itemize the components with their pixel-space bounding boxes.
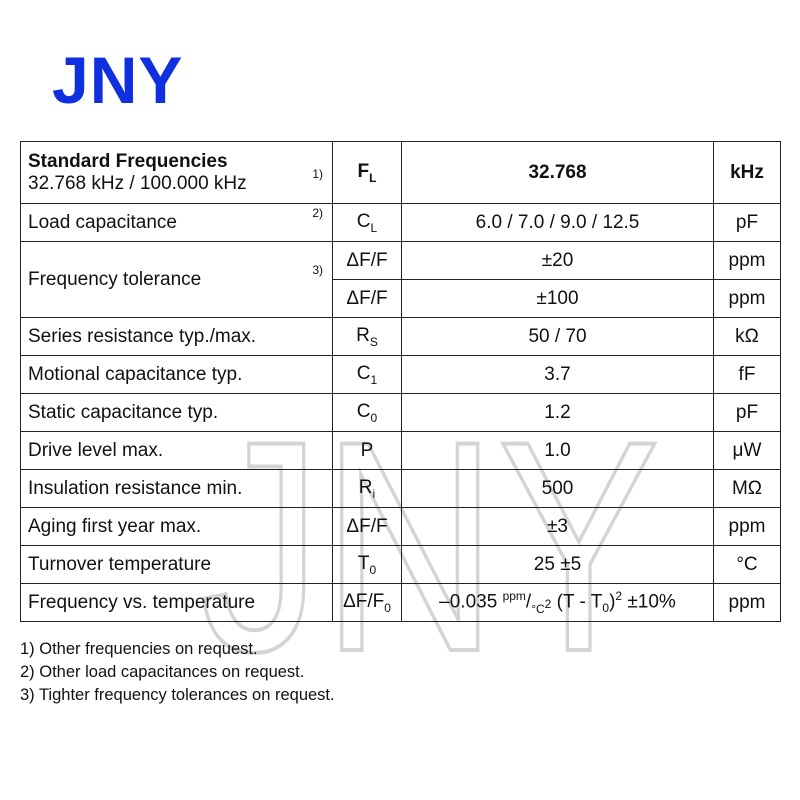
symbol-sub: L <box>369 170 377 185</box>
slash-text: / <box>525 591 532 613</box>
param-cell: Series resistance typ./max. <box>21 318 333 356</box>
value-cell: ±20 <box>402 242 714 280</box>
symbol-sub: 0 <box>370 410 378 425</box>
table-row <box>21 584 781 622</box>
param-cell <box>21 242 333 318</box>
param-cell: Turnover temperature <box>21 546 333 584</box>
unit-cell: μW <box>714 432 781 470</box>
symbol-sub: 0 <box>384 600 391 615</box>
unit-cell: kHz <box>714 142 781 204</box>
unit-cell: pF <box>714 394 781 432</box>
unit-cell: ppm <box>714 508 781 546</box>
param-cell: Insulation resistance min. <box>21 470 333 508</box>
param-text: Frequency tolerance <box>28 268 202 290</box>
degc-text: °C <box>531 601 545 616</box>
symbol-cell <box>333 470 402 508</box>
param-cell <box>21 142 333 204</box>
unit-cell: fF <box>714 356 781 394</box>
footnote-1: 1) Other frequencies on request. <box>20 640 258 658</box>
symbol-cell <box>333 204 402 242</box>
jny-logo: JNY <box>52 43 184 117</box>
unit-cell: ppm <box>714 280 781 318</box>
table-row <box>21 394 781 432</box>
value-cell: 1.2 <box>402 394 714 432</box>
symbol-cell: ΔF/F <box>333 280 402 318</box>
symbol-cell <box>333 546 402 584</box>
ppm-sup: ppm <box>502 589 526 604</box>
watermark-text: JNY <box>200 420 660 680</box>
footnote-2: 2) Other load capacitances on request. <box>20 663 305 681</box>
degc-sub <box>531 596 552 616</box>
symbol-text: R <box>358 476 373 498</box>
value-cell: 6.0 / 7.0 / 9.0 / 12.5 <box>402 204 714 242</box>
value-cell: 500 <box>402 470 714 508</box>
table-row <box>21 508 781 546</box>
close-paren: ) <box>609 591 616 613</box>
symbol-text: ΔF/F <box>343 590 385 612</box>
value-cell: ±100 <box>402 280 714 318</box>
specification-table <box>20 141 781 622</box>
table-header-row <box>21 142 781 204</box>
note-marker: 1) <box>312 166 323 181</box>
value-cell: 25 ±5 <box>402 546 714 584</box>
expr-text: (T - T <box>551 591 603 613</box>
symbol-sub: L <box>370 220 378 235</box>
symbol-sub: 0 <box>369 562 377 577</box>
symbol-text: F <box>357 160 370 182</box>
table-row <box>21 432 781 470</box>
square-sup: 2 <box>615 589 623 604</box>
footnotes <box>20 638 335 707</box>
table-row <box>21 546 781 584</box>
header-title: Standard Frequencies <box>28 150 228 172</box>
symbol-cell <box>333 318 402 356</box>
symbol-cell: ΔF/F <box>333 508 402 546</box>
unit-cell: MΩ <box>714 470 781 508</box>
table-row <box>21 470 781 508</box>
symbol-cell <box>333 142 402 204</box>
value-cell: 1.0 <box>402 432 714 470</box>
value-cell: 32.768 <box>402 142 714 204</box>
symbol-cell <box>333 394 402 432</box>
unit-cell: ppm <box>714 584 781 622</box>
unit-cell: ppm <box>714 242 781 280</box>
note-marker: 2) <box>312 205 323 220</box>
param-cell: Frequency vs. temperature <box>21 584 333 622</box>
header-subtitle: 32.768 kHz / 100.000 kHz <box>28 172 247 194</box>
value-cell: 50 / 70 <box>402 318 714 356</box>
symbol-cell: ΔF/F <box>333 242 402 280</box>
param-cell: Motional capacitance typ. <box>21 356 333 394</box>
table-row <box>21 204 781 242</box>
param-cell: Static capacitance typ. <box>21 394 333 432</box>
symbol-text: C <box>356 362 371 384</box>
symbol-text: C <box>356 210 371 232</box>
note-marker: 3) <box>312 262 323 277</box>
symbol-cell <box>333 356 402 394</box>
footnote-3: 3) Tighter frequency tolerances on request. <box>20 686 335 704</box>
param-cell: Drive level max. <box>21 432 333 470</box>
unit-cell: °C <box>714 546 781 584</box>
table-row <box>21 242 781 280</box>
symbol-text: C <box>356 400 371 422</box>
unit-cell: kΩ <box>714 318 781 356</box>
unit-cell: pF <box>714 204 781 242</box>
symbol-text: R <box>356 324 370 346</box>
param-text: Load capacitance <box>28 211 177 233</box>
table-row <box>21 356 781 394</box>
param-cell: Aging first year max. <box>21 508 333 546</box>
symbol-sub: i <box>372 486 376 501</box>
value-cell: ±3 <box>402 508 714 546</box>
tol-text: ±10% <box>622 591 676 613</box>
param-cell <box>21 204 333 242</box>
symbol-sub: S <box>369 334 378 349</box>
t0-sub: 0 <box>602 601 610 616</box>
value-cell: 3.7 <box>402 356 714 394</box>
symbol-sub: 1 <box>370 372 378 387</box>
table-row <box>21 318 781 356</box>
symbol-text: T <box>357 552 370 574</box>
degc-square: 2 <box>544 596 552 611</box>
value-cell <box>402 584 714 622</box>
symbol-cell <box>333 584 402 622</box>
coef-text: –0.035 <box>439 591 503 613</box>
symbol-cell: P <box>333 432 402 470</box>
